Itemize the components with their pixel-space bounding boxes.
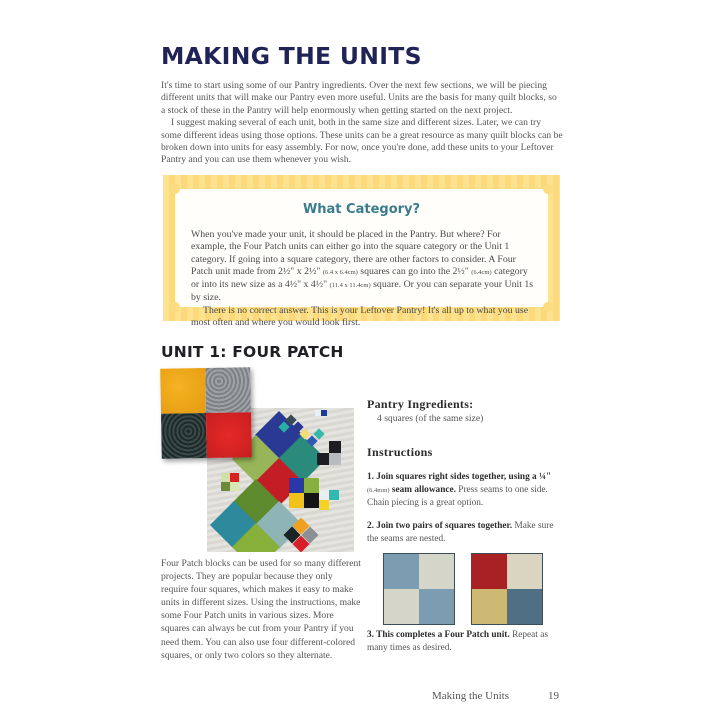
quilt-patch (221, 482, 230, 491)
quilt-patch (289, 478, 304, 493)
quilt-patch (329, 441, 341, 453)
quilt-patch (221, 473, 230, 482)
callout-body (191, 229, 538, 329)
intro-paragraph: I suggest making several of each unit, both in the same size and different sizes. Later, we can try some different ideas using those options. These units can be a great resource as many quilt blocks can be broken down into units for easy assembly. For now, once you're done, add these units to your Leftover Pantry and you can use them whenever you wish. (161, 117, 563, 166)
metric-size: (11.4 x 11.4cm) (329, 282, 371, 290)
quilt-patch (230, 482, 239, 491)
four-patch-diagram-blue (383, 553, 455, 625)
step-text: Make sure the seams are nested. (367, 521, 554, 545)
quilt-patch (289, 493, 304, 508)
footer-section-name: Making the Units (432, 690, 509, 702)
step-bold-text: 1. Join squares right sides together, using a ¼" (367, 472, 552, 482)
callout-paragraph: There is no correct answer. This is your Leftover Pantry! It's all up to what you use most often and where you would look first. (191, 304, 529, 329)
diagram-square (507, 589, 542, 624)
ingredients-heading: Pantry Ingredients: (367, 397, 474, 411)
corner-notch (543, 302, 553, 312)
fabric-squares-photo (160, 367, 252, 459)
diagram-square (384, 554, 419, 589)
callout-text: When you've made your unit, it should be placed in the Pantry. But where? For example, the Four Patch units can either go into the square category or the Unit 1 category. If going into a square category, there are other factors to consider. A Four Patch unit made from 2½" x 2½" (191, 229, 516, 277)
diagram-square (419, 554, 454, 589)
intro-paragraph: It's time to start using some of our Pantry ingredients. Over the next few sections, we will be piecing different units that will make our Pantry even more useful. Units are the basis for many quilt blocks, so a stock of these in the Pantry will help enormously when getting started on the next project. (161, 80, 557, 116)
callout-panel (175, 189, 548, 329)
instruction-step-2 (367, 520, 567, 546)
quilt-patch (317, 453, 329, 465)
diagram-square (419, 589, 454, 624)
step-text: Repeat as many times as desired. (367, 630, 548, 654)
fabric-square (161, 413, 207, 459)
callout-paragraph (191, 229, 538, 305)
quilt-patch (321, 410, 327, 416)
fabric-square (205, 367, 251, 413)
section-title: UNIT 1: FOUR PATCH (161, 343, 344, 361)
metric-size: (6.4 x 6.4cm) (322, 268, 358, 276)
corner-notch (170, 184, 180, 194)
fabric-square (160, 368, 206, 414)
callout-text: square. Or you can separate your Unit 1s by size. (191, 279, 534, 304)
page-number: 19 (548, 690, 559, 702)
quilt-patch (304, 493, 319, 508)
quilt-patch (329, 490, 339, 500)
ingredients-item: 4 squares (of the same size) (377, 413, 484, 424)
fabric-square (206, 412, 252, 458)
instruction-step-3 (367, 629, 567, 655)
callout-title: What Category? (302, 202, 421, 217)
corner-notch (170, 302, 180, 312)
intro-text (161, 80, 563, 167)
quilt-patch (329, 453, 341, 465)
quilt-patch (319, 500, 329, 510)
metric-size: (6.4cm) (471, 268, 492, 276)
instructions-heading: Instructions (367, 445, 433, 459)
quilt-patch (304, 478, 319, 493)
step-bold-text: seam allowance. (391, 485, 456, 496)
four-patch-diagram-multicolor (471, 553, 543, 625)
step-bold-text: 2. Join two pairs of squares together. (367, 521, 513, 531)
callout-box (163, 175, 560, 329)
instruction-step-1 (367, 471, 567, 510)
diagram-square (472, 589, 507, 624)
callout-text: category or into its new size as a 4½" x 4½" (191, 265, 528, 291)
metric-size: (6.4mm) (367, 487, 390, 495)
page-title: MAKING THE UNITS (161, 42, 422, 70)
quilt-patch (230, 473, 239, 482)
diagram-square (507, 554, 542, 589)
step-bold-text: 3. This completes a Four Patch unit. (367, 630, 510, 640)
quilt-patch (319, 490, 329, 500)
step-text: Press seams to one side. Chain piecing is a great option. (367, 485, 548, 509)
corner-notch (543, 184, 553, 194)
callout-text: squares can go into the 2½" (360, 265, 469, 277)
diagram-square (384, 589, 419, 624)
four-patch-description: Four Patch blocks can be used for so many different projects. They are popular because they only require four squares, which makes it easy to make units in different sizes. Using the instructions, make some Four Patch units in various sizes. More squares can always be cut from your Pantry if you need them. You can also use four different-colored squares, or only two colors so they alternate. (161, 558, 361, 661)
diagram-square (472, 554, 507, 589)
